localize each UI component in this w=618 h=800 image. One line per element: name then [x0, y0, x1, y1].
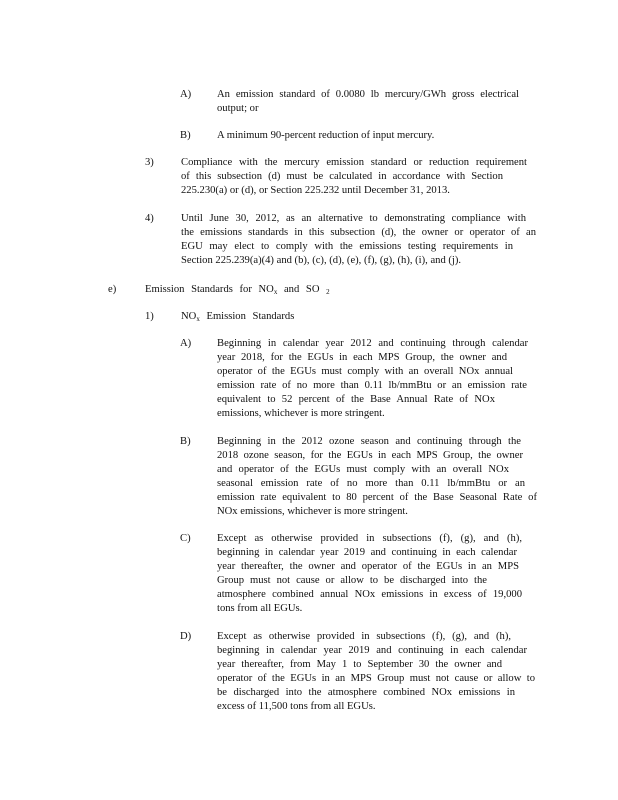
item-text: Except as otherwise provided in subsections (f), (g), and (h), beginning in calendar year 2019 and continuing in each calendar year thereafter, the owner and operator of the EGUs in an MPS Group must not cause or allow to be discharged into the atmosphere combined annual NOx emissions in excess of 19,000 tons from all EGUs. [217, 533, 522, 614]
item-label: 4) [145, 213, 154, 224]
item-label: B) [180, 130, 191, 141]
item-label: A) [180, 338, 192, 349]
subsection-label: 1) [145, 311, 154, 322]
item-text: Except as otherwise provided in subsections (f), (g), and (h), beginning in calendar year 2019 and continuing in each calendar year thereafter, from May 1 to September 30 the owner and operator of the EGUs in an MPS Group must not cause or allow to be discharged into the atmosphere combined NOx emissions in excess of 11,500 tons from all EGUs. [217, 631, 535, 712]
item-text: Until June 30, 2012, as an alternative to demonstrating compliance with the emissions standards in this subsection (d), the owner or operator of an EGU may elect to comply with the emissions testing requirements in Section 225.239(a)(4) and (b), (c), (d), (e), (f), (g), (h), (i), and (j). [181, 213, 536, 266]
section-title: Emission Standards for $NO_x$ and SO $_2$ [145, 284, 330, 296]
section-label: e) [108, 284, 117, 295]
item-text: Beginning in the 2012 ozone season and continuing through the 2018 ozone season, for the EGUs in each MPS Group, the owner and operator of the EGUs must comply with an overall NOx seasonal emission rate of no more than 0.11 lb/mmBtu or an emission rate equivalent to 80 percent of the Base Seasonal Rate of NOx emissions, whichever is more stringent. [217, 436, 537, 517]
item-label: B) [180, 436, 191, 447]
item-text: Beginning in calendar year 2012 and continuing through calendar year 2018, for the EGUs in each MPS Group, the owner and operator of the EGUs must comply with an overall NOx annual emission rate of no more than 0.11 lb/mmBtu or an emission rate equivalent to 52 percent of the Base Annual Rate of NOx emissions, whichever is more stringent. [217, 338, 528, 419]
item-label: C) [180, 533, 191, 544]
subsection-title: $NO_x$ Emission Standards [181, 311, 295, 323]
item-label: A) [180, 89, 192, 100]
item-text: Compliance with the mercury emission standard or reduction requirement of this subsection (d) must be calculated in accordance with Section 225.230(a) or (d), or Section 225.232 until December 31, 2013. [181, 157, 527, 196]
item-label: D) [180, 631, 192, 642]
item-text: A minimum 90-percent reduction of input mercury. [217, 130, 435, 141]
item-text: An emission standard of 0.0080 lb mercury/GWh gross electrical output; or [217, 89, 519, 114]
item-label: 3) [145, 157, 154, 168]
